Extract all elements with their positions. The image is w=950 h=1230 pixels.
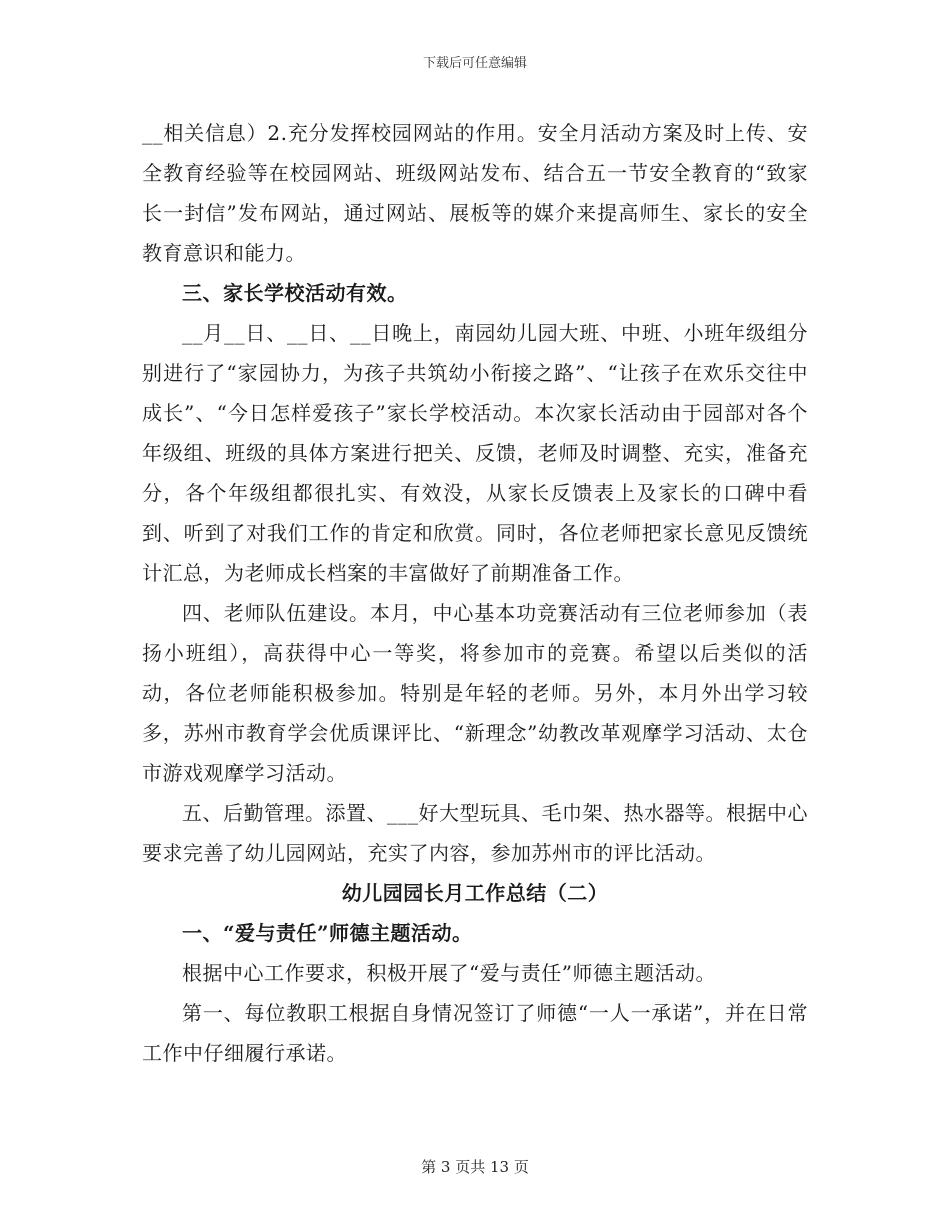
paragraph-ethics-pledge: 第一、每位教职工根据自身情况签订了师德“一人一承诺”，并在日常工作中仔细履行承诺。 [142,1001,808,1065]
section-title: 幼儿园园长月工作总结（二） [341,881,609,905]
page-footer: 第 3 页共 13 页 [421,1158,529,1176]
page-header: 下载后可任意编辑 [422,56,527,71]
paragraph-teacher-team: 四、老师队伍建设。本月，中心基本功竞赛活动有三位老师参加（表扬小班组），高获得中心一等奖，将参加市的竞赛。希望以后类似的活动，各位老师能积极参加。特别是年轻的老师。另外，本月外出学习较多，苏州市教育学会优质课评比、“新理念”幼教改革观摩学习活动、太仓市游戏观摩学习活动。 [142,601,808,785]
paragraph-website: __相关信息）2.充分发挥校园网站的作用。安全月活动方案及时上传、安全教育经验等在校园网站、班级网站发布、结合五一节安全教育的“致家长一封信”发布网站，通过网站、展板等的媒介来提高师生、家长的安全教育意识和能力。 [142,121,808,265]
paragraph-parent-school: __月__日、__日、__日晚上，南园幼儿园大班、中班、小班年级组分别进行了“家园协力，为孩子共筑幼小衔接之路”、“让孩子在欢乐交往中成长”、“今日怎样爱孩子”家长学校活动。本次家长活动由于园部对各个年级组、班级的具体方案进行把关、反馈，老师及时调整、充实，准备充分，各个年级组都很扎实、有效没，从家长反馈表上及家长的口碑中看到、听到了对我们工作的肯定和欣赏。同时，各位老师把家长意见反馈统计汇总，为老师成长档案的丰富做好了前期准备工作。 [142,321,808,585]
heading-parent-school: 三、家长学校活动有效。 [182,281,408,305]
paragraph-ethics-intro: 根据中心工作要求，积极开展了“爱与责任”师德主题活动。 [182,961,716,985]
paragraph-logistics: 五、后勤管理。添置、___好大型玩具、毛巾架、热水器等。根据中心要求完善了幼儿园网站，充实了内容，参加苏州市的评比活动。 [142,801,808,865]
document-body [142,113,808,1073]
heading-ethics-activity: 一、“爱与责任”师德主题活动。 [182,921,473,945]
